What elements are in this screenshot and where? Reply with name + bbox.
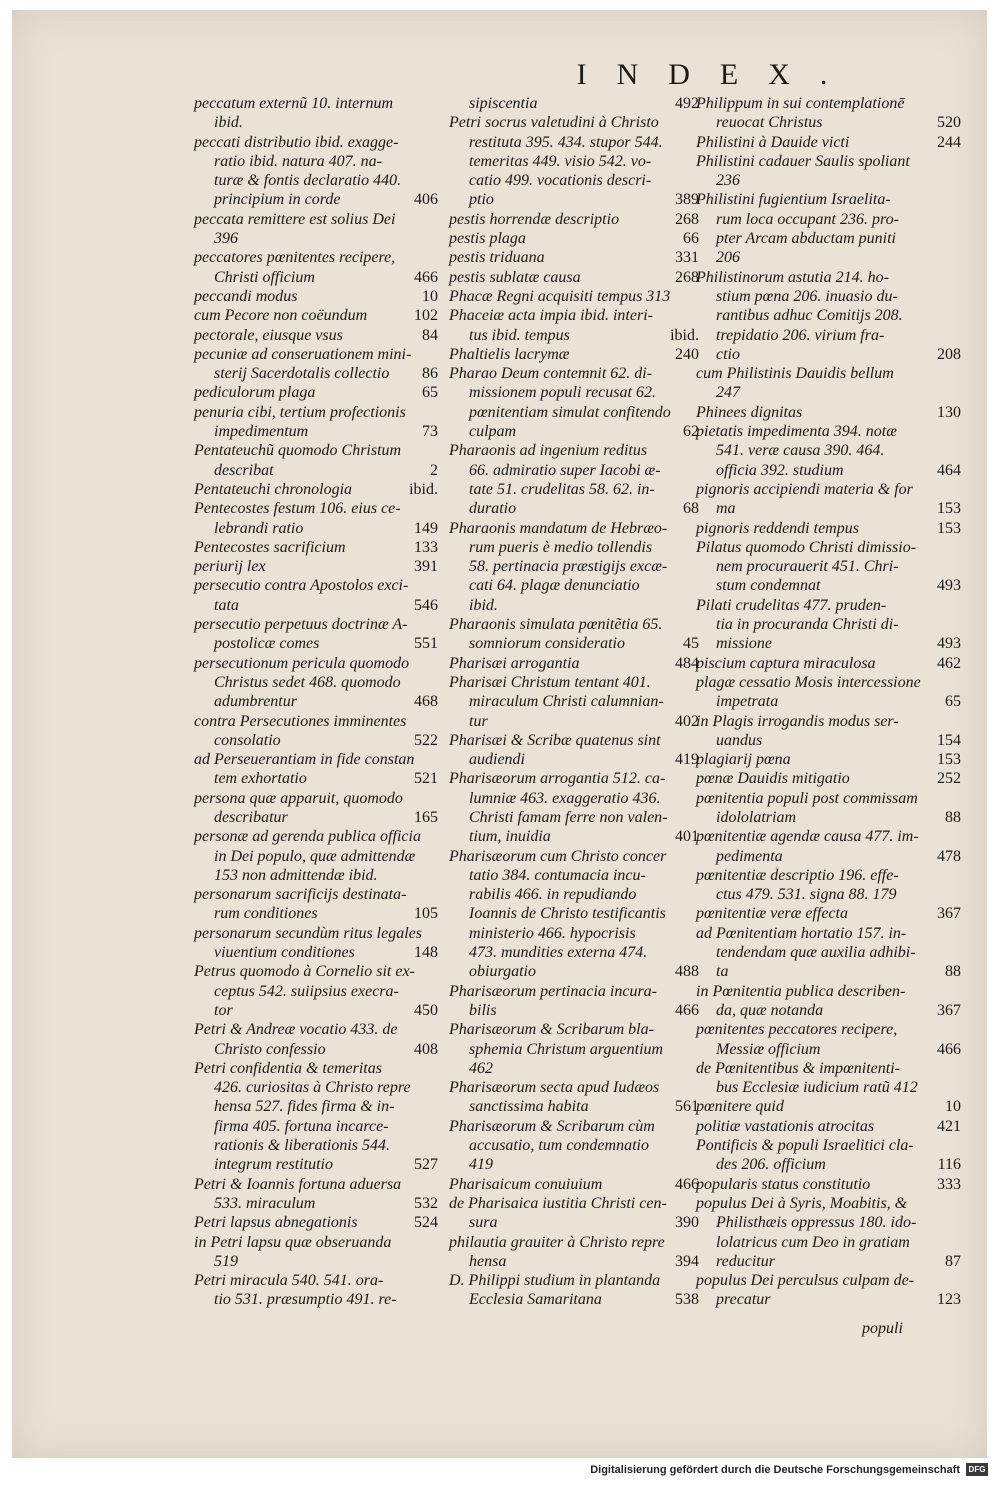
index-column-2 (449, 94, 699, 1310)
index-entry-line: 546 tata (214, 596, 438, 614)
index-entry-line: de Pharisaica iustitia Christi cen- (449, 1194, 667, 1212)
index-entry-line: 466 Christi officium (214, 268, 438, 286)
index-entry-line: Philisthæis oppressus 180. ido- (716, 1214, 917, 1232)
index-entry-line: 468 adumbrentur (214, 693, 438, 711)
index-entry-line: 493 missione (716, 635, 961, 653)
index-entry-line: Pentecostes festum 106. eius ce- (194, 500, 401, 518)
index-entry-line: 396 (214, 230, 238, 248)
index-entry-line: bus Ecclesiæ iudicium ratũ 412 (716, 1079, 918, 1097)
index-entry-line: 462 (469, 1059, 493, 1077)
index-entry-line: Petri confidentia & temeritas (194, 1059, 382, 1077)
index-entry-line: firma 405. fortuna incarce- (214, 1117, 389, 1135)
index-entry-line: cum Philistinis Dauidis bellum (696, 365, 894, 383)
index-entry-line: 148 viuentium conditiones (214, 944, 438, 962)
index-entry-line: 153 non admittendæ ibid. (214, 866, 378, 884)
index-entry-line: persona quæ apparuit, quomodo (194, 789, 403, 807)
index-entry-line: 10 pœnitere quid (696, 1098, 961, 1116)
index-entry-line: peccatores pœnitentes recipere, (194, 249, 396, 267)
index-entry-line: 252 pœnæ Dauidis mitigatio (696, 770, 961, 788)
index-entry-line: accusatio, tum condemnatio (469, 1137, 649, 1155)
index-entry-line: 2 describat (214, 461, 438, 479)
index-entry-line: peccata remittere est solius Dei (194, 210, 396, 228)
index-entry-line: ministerio 466. hypocrisis (469, 924, 636, 942)
index-entry-line: 532 533. miraculum (214, 1194, 438, 1212)
index-entry-line: lumniæ 463. exaggeratio 436. (469, 789, 661, 807)
index-entry-line: Philistini fugientium Israelita- (696, 191, 891, 209)
index-entry-line: de Pœnitentibus & impœnitenti- (696, 1059, 900, 1077)
index-entry-line: 45 somniorum consideratio (469, 635, 699, 653)
index-entry-line: ibid. (214, 114, 243, 132)
index-entry-line: 130 Phinees dignitas (696, 403, 961, 421)
index-entry-line: 68 duratio (469, 500, 699, 518)
index-entry-line: 84 pectorale, eiusque vsus (194, 326, 438, 344)
index-entry-line: 123 precatur (716, 1291, 961, 1309)
index-entry-line: 426. curiositas à Christo repre (214, 1079, 411, 1097)
index-entry-line: rum pueris è medio tollendis (469, 538, 653, 556)
index-entry-line: 401 tium, inuidia (469, 828, 699, 846)
index-entry-line: persecutionum pericula quomodo (194, 654, 410, 672)
index-entry-line: 149 lebrandi ratio (214, 519, 438, 537)
index-entry-line: Pharisæorum arrogantia 512. ca- (449, 770, 666, 788)
index-entry-line: Pharisæorum cum Christo concer (449, 847, 667, 865)
index-entry-line: pœnitentiam simulat confitendo (469, 403, 671, 421)
index-entry-line: 519 (214, 1252, 238, 1270)
index-entry-line: Philippum in sui contemplationē (696, 95, 905, 112)
index-entry-line: 541. veræ causa 390. 464. (716, 442, 885, 460)
index-entry-line: 478 pedimenta (716, 847, 961, 865)
page-header: INDEX. (576, 58, 858, 91)
index-entry-line: 524 Petri lapsus abnegationis (194, 1214, 438, 1232)
index-entry-line: 240 Phaltielis lacrymæ (449, 345, 699, 363)
index-entry-line: Pharisæorum secta apud Iudæos (449, 1079, 660, 1097)
index-entry-line: 133 Pentecostes sacrificium (194, 538, 438, 556)
index-entry-line: Petri & Andreæ vocatio 433. de (194, 1021, 398, 1039)
index-entry-line: Pharisæi Christum tentant 401. (449, 673, 651, 691)
index-entry-line: lolatricus cum Deo in gratiam (716, 1233, 910, 1251)
index-entry-line: in Plagis irrogandis modus ser- (696, 712, 899, 730)
index-entry-line: turæ & fontis declaratio 440. (214, 172, 402, 190)
index-entry-line: penuria cibi, tertium profectionis (194, 403, 406, 421)
index-entry-line: 492 sipiscentia (469, 95, 699, 112)
index-entry-line: personarum secundùm ritus legales (194, 924, 422, 942)
index-entry-line: in Petri lapsu quæ obseruanda (194, 1233, 392, 1251)
index-entry-line: 268 pestis sublatæ causa (449, 268, 699, 286)
index-entry-line: 244 Philistini à Dauide victi (696, 133, 961, 151)
index-entry-line: Pharisæi & Scribæ quatenus sint (449, 731, 661, 749)
index-column-1 (194, 94, 438, 1310)
index-entry-line: 391 periurij lex (194, 558, 438, 576)
index-entry-line: miraculum Christi calumnian- (469, 693, 664, 711)
index-entry-line: personarum sacrificijs destinata- (194, 886, 407, 904)
index-entry-line: 551 postolicæ comes (214, 635, 438, 653)
index-entry-line: ibid. Pentateuchi chronologia (194, 480, 438, 498)
digitization-footer (590, 1463, 988, 1476)
index-entry-line: 333 popularis status constitutio (696, 1175, 961, 1193)
index-entry-line: Petri socrus valetudini à Christo (449, 114, 659, 132)
index-entry-line: 153 pignoris reddendi tempus (696, 519, 961, 537)
index-entry-line: 466 bilis (469, 1001, 699, 1019)
index-entry-line: 488 obiurgatio (469, 963, 699, 981)
index-entry-line: pœnitentes peccatores recipere, (696, 1021, 898, 1039)
index-entry-line: 462 piscium captura miraculosa (696, 654, 961, 672)
index-entry-line: tia in procuranda Christi di- (716, 616, 899, 634)
index-column-3 (696, 94, 961, 1310)
index-entry-line: personæ ad gerenda publica officia (194, 828, 421, 846)
index-entry-line: Pharaonis simulata pœnitẽtia 65. (449, 616, 663, 634)
index-entry-line: tate 51. crudelitas 58. 62. in- (469, 480, 655, 498)
index-entry-line: pœnitentia populi post commissam (696, 789, 918, 807)
index-entry-line: in Pœnitentia publica describen- (696, 982, 906, 1000)
index-entry-line: Philistini cadauer Saulis spoliant (696, 152, 910, 170)
index-entry-line: 473. mundities externa 474. (469, 944, 648, 962)
index-entry-line: tio 531. præsumptio 491. re- (214, 1291, 397, 1309)
index-entry-line: 493 stum condemnat (716, 577, 961, 595)
index-entry-line: 538 Ecclesia Samaritana (469, 1291, 699, 1309)
index-entry-line: 408 Christo confessio (214, 1040, 438, 1058)
index-entry-line: rantibus adhuc Comitijs 208. (716, 307, 903, 325)
index-entry-line: contra Persecutiones imminentes (194, 712, 407, 730)
index-entry-line: trepidatio 206. virium fra- (716, 326, 885, 344)
footer-text: Digitalisierung gefördert durch die Deutsche Forschungsgemeinschaft (590, 1463, 960, 1476)
index-entry-line: 116 des 206. officium (716, 1156, 961, 1174)
index-entry-line: temeritas 449. visio 542. vo- (469, 152, 652, 170)
index-entry-line: 367 pœnitentiæ veræ effecta (696, 905, 961, 923)
index-entry-line: 466 Pharisaicum conuiuium (449, 1175, 699, 1193)
index-entry-line: Pharisæorum pertinacia incura- (449, 982, 657, 1000)
index-entry-line: 65 impetrata (716, 693, 961, 711)
index-entry-line: 268 pestis horrendæ descriptio (449, 210, 699, 228)
index-entry-line: Phacæ Regni acquisiti tempus 313 (449, 287, 671, 305)
index-entry-line: populus Dei à Syris, Moabitis, & (696, 1194, 908, 1212)
index-entry-line: ibid. (469, 596, 498, 614)
index-entry-line: philautia grauiter à Christo repre (449, 1233, 665, 1251)
index-entry-line: cati 64. plagæ denunciatio (469, 577, 640, 595)
index-entry-line: 236 (716, 172, 740, 190)
index-entry-line: missionem populi recusat 62. (469, 384, 656, 402)
index-entry-line: 105 rum conditiones (214, 905, 438, 923)
index-entry-line: Pharaonis ad ingenium reditus (449, 442, 648, 460)
index-entry-line: pecuniæ ad conseruationem mini- (194, 345, 412, 363)
index-entry-line: 389 ptio (469, 191, 699, 209)
index-entry-line: persecutio contra Apostolos exci- (194, 577, 409, 595)
index-entry-line: rationis & liberationis 544. (214, 1137, 391, 1155)
index-entry-line: 450 tor (214, 1001, 438, 1019)
index-entry-line: Pentateuchũ quomodo Christum (194, 442, 402, 460)
index-entry-line: ratio ibid. natura 407. na- (214, 152, 383, 170)
index-entry-line: 406 principium in corde (214, 191, 438, 209)
index-entry-line: Philistinorum astutia 214. ho- (696, 268, 889, 286)
index-entry-line: 58. pertinacia præstigijs excæ- (469, 558, 668, 576)
index-entry-line: Petri & Ioannis fortuna aduersa (194, 1175, 402, 1193)
index-entry-line: 522 consolatio (214, 731, 438, 749)
index-entry-line: 88 ta (716, 963, 961, 981)
index-entry-line: Petrus quomodo à Cornelio sit ex- (194, 963, 415, 981)
index-entry-line: populus Dei perculsus culpam de- (696, 1272, 915, 1290)
index-entry-line: in Dei populo, quæ admittendæ (214, 847, 416, 865)
index-entry-line: rabilis 466. in repudiando (469, 886, 637, 904)
index-entry-line: pignoris accipiendi materia & for (696, 480, 913, 498)
index-entry-line: 62 culpam (469, 423, 699, 441)
index-entry-line: 419 (469, 1156, 493, 1174)
index-entry-line: Pharisæorum & Scribarum bla- (449, 1021, 654, 1039)
index-entry-line: tendendam quæ auxilia adhibi- (716, 944, 916, 962)
index-entry-line: 527 integrum restitutio (214, 1156, 438, 1174)
dfg-logo-icon: DFG (966, 1463, 988, 1476)
index-entry-line: catio 499. vocationis descri- (469, 172, 652, 190)
index-entry-line: Christi famam ferre non valen- (469, 808, 668, 826)
index-entry-line: 102 cum Pecore non coëundum (194, 307, 438, 325)
index-entry-line: pter Arcam abductam puniti (716, 230, 896, 248)
index-entry-line: 561 sanctissima habita (469, 1098, 699, 1116)
catchword: populi (862, 1320, 903, 1337)
index-entry-line: ad Pœnitentiam hortatio 157. in- (696, 924, 907, 942)
index-entry-line: 153 ma (716, 500, 961, 518)
index-entry-line: ceptus 542. suiipsius execra- (214, 982, 399, 1000)
index-entry-line: peccati distributio ibid. exagge- (194, 133, 399, 151)
index-entry-line: ibid. tus ibid. tempus (469, 326, 699, 344)
index-entry-line: 153 plagiarij pœna (696, 751, 961, 769)
index-entry-line: pœnitentiæ descriptio 196. effe- (696, 866, 899, 884)
index-entry-line: 464 officia 392. studium (716, 461, 961, 479)
index-entry-line: 154 uandus (716, 731, 961, 749)
index-entry-line: 402 tur (469, 712, 699, 730)
index-entry-line: 165 describatur (214, 808, 438, 826)
index-entry-line: 87 reducitur (716, 1252, 961, 1270)
index-entry-line: 331 pestis triduana (449, 249, 699, 267)
index-entry-line: pietatis impedimenta 394. notæ (696, 423, 897, 441)
index-entry-line: 466 Messiæ officium (716, 1040, 961, 1058)
index-entry-line: Ioannis de Christo testificantis (469, 905, 666, 923)
index-entry-line: 367 da, quæ notanda (716, 1001, 961, 1019)
index-entry-line: nem procurauerit 451. Chri- (716, 558, 899, 576)
index-entry-line: 66. admiratio super Iacobi æ- (469, 461, 661, 479)
index-entry-line: 394 hensa (469, 1252, 699, 1270)
index-entry-line: tatio 384. contumacia incu- (469, 866, 646, 884)
index-entry-line: ad Perseuerantiam in fide constan (194, 751, 415, 769)
book-page (12, 10, 987, 1458)
index-entry-line: 421 politiæ vastationis atrocitas (696, 1117, 961, 1135)
index-entry-line: peccatum externũ 10. internum (194, 95, 394, 112)
index-entry-line: Pharao Deum contemnit 62. di- (449, 365, 653, 383)
index-entry-line: Phaceiæ acta impia ibid. interi- (449, 307, 653, 325)
index-entry-line: Christus sedet 468. quomodo (214, 673, 401, 691)
index-entry-line: hensa 527. fides firma & in- (214, 1098, 395, 1116)
index-entry-line: 88 idololatriam (716, 808, 961, 826)
index-entry-line: sphemia Christum arguentium (469, 1040, 664, 1058)
index-entry-line: 419 audiendi (469, 751, 699, 769)
index-entry-line: plagæ cessatio Mosis intercessione (696, 673, 921, 691)
index-entry-line: rum loca occupant 236. pro- (716, 210, 899, 228)
index-entry-line: Pontificis & populi Israelitici cla- (696, 1137, 914, 1155)
index-entry-line: 247 (716, 384, 740, 402)
index-entry-line: 484 Pharisæi arrogantia (449, 654, 699, 672)
index-entry-line: 521 tem exhortatio (214, 770, 438, 788)
index-entry-line: Petri miracula 540. 541. ora- (194, 1272, 384, 1290)
index-entry-line: 73 impedimentum (214, 423, 438, 441)
index-entry-line: 208 ctio (716, 345, 961, 363)
index-entry-line: pœnitentiæ agendæ causa 477. im- (696, 828, 919, 846)
index-entry-line: Pilati crudelitas 477. pruden- (696, 596, 887, 614)
index-entry-line: 390 sura (469, 1214, 699, 1232)
index-entry-line: 66 pestis plaga (449, 230, 699, 248)
index-entry-line: stium pœna 206. inuasio du- (716, 287, 898, 305)
index-entry-line: 65 pediculorum plaga (194, 384, 438, 402)
index-entry-line: restituta 395. 434. stupor 544. (469, 133, 663, 151)
index-entry-line: persecutio perpetuus doctrinæ A- (194, 616, 408, 634)
index-entry-line: Pharaonis mandatum de Hebræo- (449, 519, 668, 537)
index-entry-line: 206 (716, 249, 740, 267)
index-entry-line: 86 sterij Sacerdotalis collectio (214, 365, 438, 383)
index-entry-line: 10 peccandi modus (194, 287, 438, 305)
index-entry-line: Pharisæorum & Scribarum cùm (449, 1117, 655, 1135)
index-entry-line: D. Philippi studium in plantanda (449, 1272, 661, 1290)
index-entry-line: 520 reuocat Christus (716, 114, 961, 132)
index-entry-line: Pilatus quomodo Christi dimissio- (696, 538, 917, 556)
index-entry-line: ctus 479. 531. signa 88. 179 (716, 886, 897, 904)
